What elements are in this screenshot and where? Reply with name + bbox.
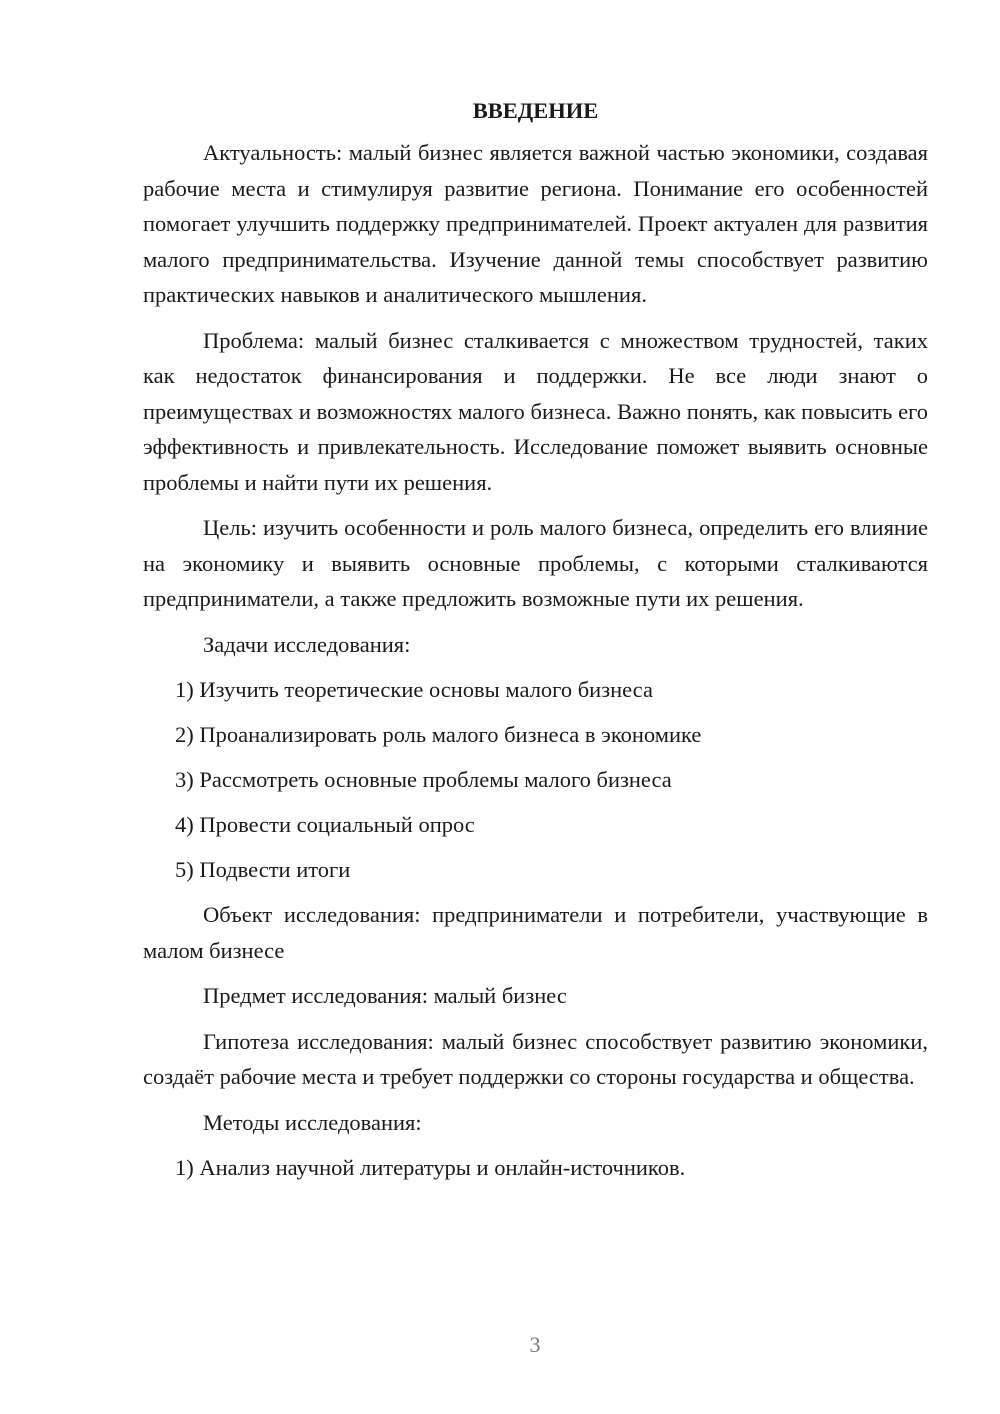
list-item: 3) Рассмотреть основные проблемы малого бизнеса bbox=[175, 767, 672, 792]
tasks-list bbox=[143, 672, 928, 888]
page-number: 3 bbox=[529, 1332, 541, 1357]
relevance-paragraph: Актуальность: малый бизнес является важной частью экономики, создавая рабочие места и стимулируя развитие региона. Понимание его особенностей помогает улучшить поддержку предпринимателей. Проект актуален для развития малого предпринимательства. Изучение данной темы способствует развитию практических навыков и аналитического мышления. bbox=[143, 140, 928, 307]
list-item: 5) Подвести итоги bbox=[175, 857, 351, 882]
section-heading: ВВЕДЕНИЕ bbox=[472, 98, 599, 123]
methods-list bbox=[143, 1150, 928, 1186]
list-item: 2) Проанализировать роль малого бизнеса в экономике bbox=[175, 722, 702, 747]
object-paragraph: Объект исследования: предприниматели и потребители, участвующие в малом бизнесе bbox=[143, 902, 928, 963]
list-item: 4) Провести социальный опрос bbox=[175, 812, 475, 837]
tasks-heading: Задачи исследования: bbox=[203, 631, 411, 657]
list-item: 1) Анализ научной литературы и онлайн-источников. bbox=[175, 1155, 686, 1180]
page-content bbox=[143, 93, 928, 1195]
subject-paragraph: Предмет исследования: малый бизнес bbox=[203, 983, 567, 1008]
list-item: 1) Изучить теоретические основы малого бизнеса bbox=[175, 677, 653, 702]
goal-paragraph: Цель: изучить особенности и роль малого бизнеса, определить его влияние на экономику и выявить основные проблемы, с которыми сталкиваются предприниматели, а также предложить возможные пути их решения. bbox=[143, 515, 928, 611]
hypothesis-paragraph: Гипотеза исследования: малый бизнес способствует развитию экономики, создаёт рабочие места и требует поддержки со стороны государства и общества. bbox=[143, 1028, 928, 1089]
problem-paragraph: Проблема: малый бизнес сталкивается с множеством трудностей, таких как недостаток финансирования и поддержки. Не все люди знают о преимуществах и возможностях малого бизнеса. Важно понять, как повысить его эффективность и привлекательность. Исследование поможет выявить основные проблемы и найти пути их решения. bbox=[143, 327, 928, 495]
methods-heading: Методы исследования: bbox=[203, 1109, 422, 1135]
